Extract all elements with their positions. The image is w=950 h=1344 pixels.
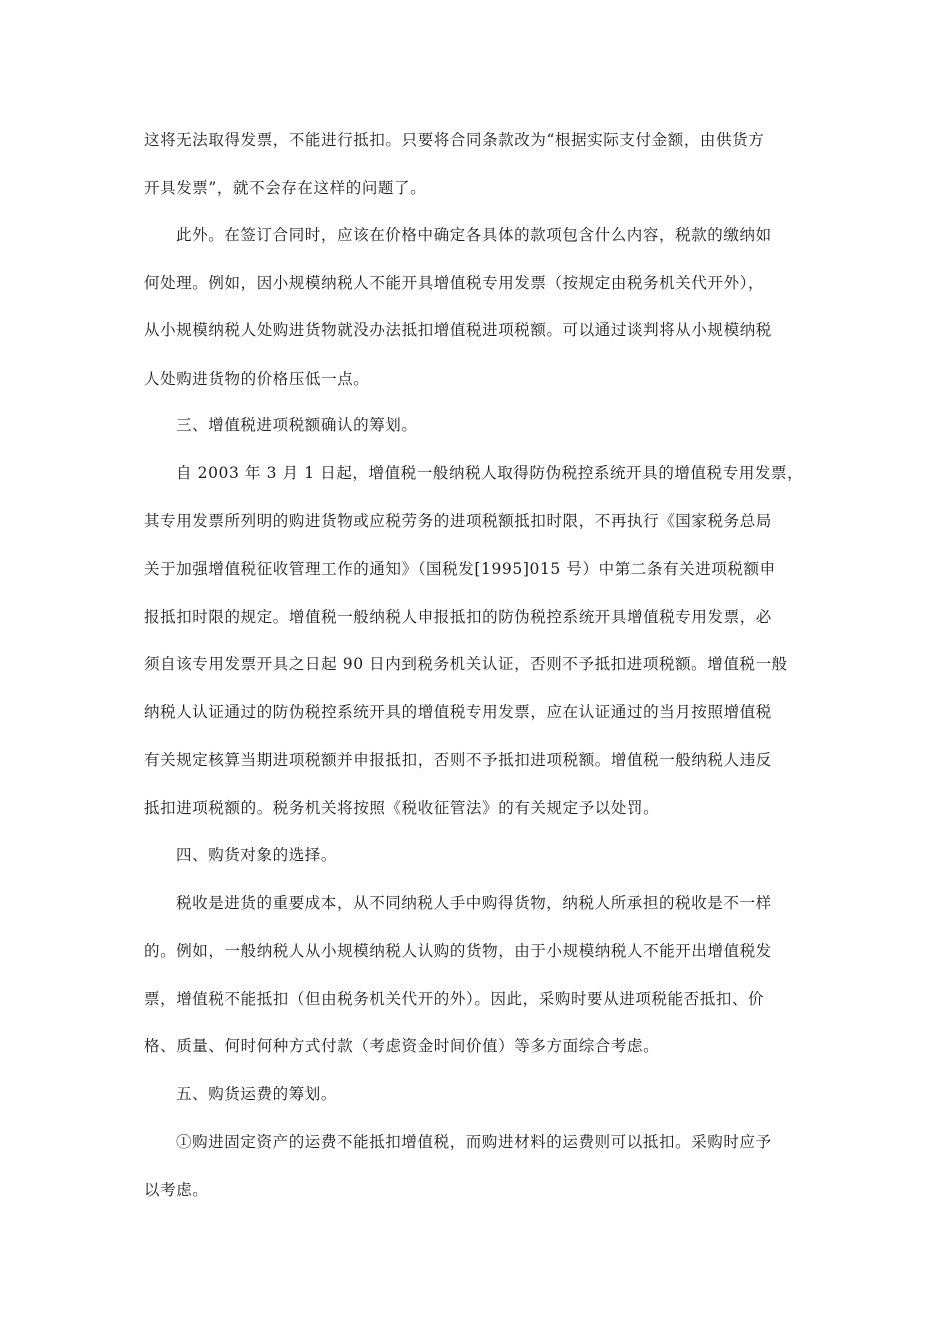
paragraph-line: 自 2003 年 3 月 1 日起，增值税一般纳税人取得防伪税控系统开具的增值税专用发票，	[176, 464, 804, 482]
text-line: 报抵扣时限的规定。增值税一般纳税人申报抵扣的防伪税控系统开具增值税专用发票，必	[144, 608, 772, 626]
section-heading: 五、购货运费的筹划。	[176, 1085, 338, 1103]
text-line: 从小规模纳税人处购进货物就没办法抵扣增值税进项税额。可以通过谈判将从小规模纳税	[144, 321, 772, 339]
text-line: 人处购进货物的价格压低一点。	[144, 370, 370, 388]
section-heading: 三、增值税进项税额确认的筹划。	[176, 416, 418, 434]
section-heading: 四、购货对象的选择。	[176, 846, 338, 864]
text-line: 的。例如，一般纳税人从小规模纳税人认购的货物，由于小规模纳税人不能开出增值税发	[144, 942, 772, 960]
text-line: 须自该专用发票开具之日起 90 日内到税务机关认证，否则不予抵扣进项税额。增值税一般	[144, 655, 788, 673]
text-line: 票，增值税不能抵扣（但由税务机关代开的外）。因此，采购时要从进项税能否抵扣、价	[144, 990, 765, 1008]
text-line: 开具发票”，就不会存在这样的问题了。	[144, 179, 427, 197]
text-line: 以考虑。	[144, 1181, 209, 1199]
paragraph-line: 税收是进货的重要成本，从不同纳税人手中购得货物，纳税人所承担的税收是不一样	[176, 894, 772, 912]
text-line: 何处理。例如，因小规模纳税人不能开具增值税专用发票（按规定由税务机关代开外），	[144, 274, 765, 292]
text-line: 格、质量、何时何种方式付款（考虑资金时间价值）等多方面综合考虑。	[144, 1037, 660, 1055]
text-line: 有关规定核算当期进项税额并申报抵扣，否则不予抵扣进项税额。增值税一般纳税人违反	[144, 751, 772, 769]
text-line: 抵扣进项税额的。税务机关将按照《税收征管法》的有关规定予以处罚。	[144, 799, 660, 817]
text-line: 这将无法取得发票，不能进行抵扣。只要将合同条款改为“根据实际支付金额，由供货方	[144, 131, 765, 149]
text-line: 纳税人认证通过的防伪税控系统开具的增值税专用发票，应在认证通过的当月按照增值税	[144, 703, 772, 721]
text-line: 关于加强增值税征收管理工作的通知》（国税发[1995]015 号）中第二条有关进项税额申	[144, 560, 776, 578]
paragraph-line: 此外。在签订合同时，应该在价格中确定各具体的款项包含什么内容，税款的缴纳如	[176, 226, 772, 244]
text-line: 其专用发票所列明的购进货物或应税劳务的进项税额抵扣时限，不再执行《国家税务总局	[144, 512, 772, 530]
paragraph-line: ①购进固定资产的运费不能抵扣增值税，而购进材料的运费则可以抵扣。采购时应予	[176, 1133, 772, 1151]
